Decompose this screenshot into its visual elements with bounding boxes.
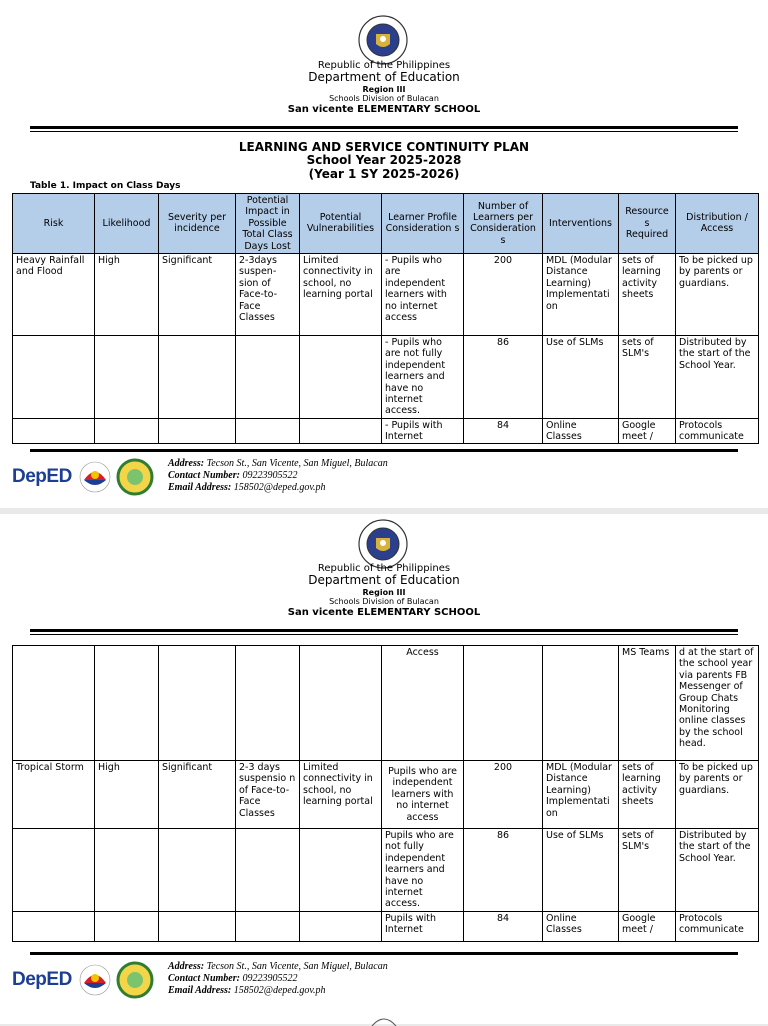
email-value: 158502@deped.gov.ph — [233, 482, 326, 493]
cell: - Pupils with Internet — [382, 418, 464, 444]
cell: MS Teams — [619, 646, 676, 761]
table-row — [13, 829, 759, 912]
header-rule — [30, 126, 738, 129]
contact-value: 09223905522 — [242, 973, 298, 984]
header-rule-thin — [30, 131, 738, 132]
address-label: Address: — [168, 458, 205, 469]
cell — [159, 829, 236, 912]
cell: Access — [382, 646, 464, 761]
col-learner-profile: Learner Profile Consideration s — [382, 194, 464, 254]
school-seal-icon — [116, 458, 154, 496]
bagong-pilipinas-icon — [78, 963, 112, 997]
cell: Use of SLMs — [543, 335, 619, 418]
cell: Google meet / — [619, 418, 676, 444]
cell: Distributed by the start of the School Year. — [676, 829, 759, 912]
deped-logo — [12, 969, 72, 991]
col-vulnerabilities: Potential Vulnerabilities — [300, 194, 382, 254]
table-row — [13, 418, 759, 444]
footer-contact-block — [168, 458, 388, 494]
email-label: Email Address: — [168, 482, 232, 493]
address-value: Tecson St., San Vicente, San Miguel, Bulacan — [206, 458, 388, 469]
cell — [13, 646, 95, 761]
cell — [13, 335, 95, 418]
department-line: Department of Education — [308, 70, 460, 84]
page-1 — [0, 0, 768, 508]
header-rule — [30, 629, 738, 632]
cell — [300, 911, 382, 941]
cell: 84 — [464, 911, 543, 941]
cell: d at the start of the school year via parents FB Messenger of Group Chats Monitoring online classes by the school head. — [676, 646, 759, 761]
deped-logo — [12, 466, 72, 488]
division-line: Schools Division of Bulacan — [329, 597, 439, 606]
cell — [300, 335, 382, 418]
republic-line: Republic of the Philippines — [317, 60, 451, 71]
footer — [12, 458, 752, 498]
table-row — [13, 253, 759, 335]
cell — [13, 829, 95, 912]
col-distribution: Distribution / Access — [676, 194, 759, 254]
table-caption: Table 1. Impact on Class Days — [30, 181, 181, 191]
cell: Limited connectivity in school, no learning portal — [300, 761, 382, 829]
cell — [13, 911, 95, 941]
cell: sets of learning activity sheets — [619, 253, 676, 335]
cell — [236, 829, 300, 912]
table-row — [13, 911, 759, 941]
cell: Pupils who are independent learners with no internet access — [382, 761, 464, 829]
col-likelihood: Likelihood — [95, 194, 159, 254]
cell: To be picked up by parents or guardians. — [676, 253, 759, 335]
cell — [236, 418, 300, 444]
bagong-pilipinas-icon — [78, 460, 112, 494]
republic-line: Republic of the Philippines — [317, 563, 451, 574]
col-number-learners: Number of Learners per Consideration s — [464, 194, 543, 254]
contact-label: Contact Number: — [168, 973, 240, 984]
cell: Heavy Rainfall and Flood — [13, 253, 95, 335]
cell: - Pupils who are independent learners with no internet access — [382, 253, 464, 335]
cell: Tropical Storm — [13, 761, 95, 829]
table-header-row — [13, 194, 759, 254]
cell: - Pupils who are not fully independent learners and have no internet access. — [382, 335, 464, 418]
cell: Significant — [159, 253, 236, 335]
cell — [159, 418, 236, 444]
cell: MDL (Modular Distance Learning) Implementati on — [543, 761, 619, 829]
cell: 200 — [464, 761, 543, 829]
cell: Protocols communicate — [676, 911, 759, 941]
cell: To be picked up by parents or guardians. — [676, 761, 759, 829]
cell: Pupils who are not fully independent learners and have no internet access. — [382, 829, 464, 912]
page-2 — [0, 514, 768, 1024]
col-risk: Risk — [13, 194, 95, 254]
doc-year1: (Year 1 SY 2025-2026) — [308, 167, 460, 181]
contact-value: 09223905522 — [242, 470, 298, 481]
cell: Use of SLMs — [543, 829, 619, 912]
cell — [95, 646, 159, 761]
deped-seal-icon — [357, 14, 409, 66]
cell: 2-3 days suspensio n of Face-to-Face Classes — [236, 761, 300, 829]
cell — [300, 646, 382, 761]
impact-table-page1 — [12, 193, 759, 444]
school-seal-icon — [116, 961, 154, 999]
cell: Limited connectivity in school, no learning portal — [300, 253, 382, 335]
cell: 84 — [464, 418, 543, 444]
division-line: Schools Division of Bulacan — [329, 94, 439, 103]
cell — [236, 911, 300, 941]
footer — [12, 961, 752, 1001]
cell — [236, 646, 300, 761]
cell — [95, 911, 159, 941]
cell — [300, 418, 382, 444]
cell: 86 — [464, 829, 543, 912]
table-row — [13, 646, 759, 761]
next-page-seal-icon — [370, 1016, 398, 1026]
region-line: Region III — [362, 588, 406, 597]
col-resources: Resource s Required — [619, 194, 676, 254]
cell: MDL (Modular Distance Learning) Implementati on — [543, 253, 619, 335]
cell: Google meet / — [619, 911, 676, 941]
cell — [464, 646, 543, 761]
cell: 2-3days suspen- sion of Face-to- Face Classes — [236, 253, 300, 335]
col-severity: Severity per incidence — [159, 194, 236, 254]
cell — [543, 646, 619, 761]
cell: sets of SLM's — [619, 829, 676, 912]
table-row — [13, 335, 759, 418]
cell: Pupils with Internet — [382, 911, 464, 941]
cell — [13, 418, 95, 444]
footer-rule — [30, 952, 738, 955]
deped-logo-text: DepED — [12, 466, 72, 487]
header-rule-thin — [30, 634, 738, 635]
cell: Online Classes — [543, 911, 619, 941]
cell: High — [95, 253, 159, 335]
cell — [95, 335, 159, 418]
cell: Online Classes — [543, 418, 619, 444]
address-value: Tecson St., San Vicente, San Miguel, Bulacan — [206, 961, 388, 972]
cell — [159, 335, 236, 418]
cell — [95, 418, 159, 444]
email-label: Email Address: — [168, 985, 232, 996]
cell — [300, 829, 382, 912]
cell: 86 — [464, 335, 543, 418]
footer-rule — [30, 449, 738, 452]
cell: High — [95, 761, 159, 829]
doc-school-year: School Year 2025-2028 — [306, 153, 462, 167]
cell: sets of learning activity sheets — [619, 761, 676, 829]
region-line: Region III — [362, 85, 406, 94]
cell: Protocols communicate — [676, 418, 759, 444]
email-value: 158502@deped.gov.ph — [233, 985, 326, 996]
footer-contact-block — [168, 961, 388, 997]
col-interventions: Interventions — [543, 194, 619, 254]
col-impact: Potential Impact in Possible Total Class Days Lost — [236, 194, 300, 254]
deped-logo-text: DepED — [12, 969, 72, 990]
cell: sets of SLM's — [619, 335, 676, 418]
cell — [159, 911, 236, 941]
table-row — [13, 761, 759, 829]
cell: Significant — [159, 761, 236, 829]
cell — [95, 829, 159, 912]
cell: Distributed by the start of the School Year. — [676, 335, 759, 418]
impact-table-page2 — [12, 645, 759, 942]
cell — [159, 646, 236, 761]
cell: 200 — [464, 253, 543, 335]
address-label: Address: — [168, 961, 205, 972]
school-name: San vicente ELEMENTARY SCHOOL — [287, 104, 481, 115]
department-line: Department of Education — [308, 573, 460, 587]
contact-label: Contact Number: — [168, 470, 240, 481]
doc-title: LEARNING AND SERVICE CONTINUITY PLAN — [238, 140, 530, 154]
school-name: San vicente ELEMENTARY SCHOOL — [287, 607, 481, 618]
cell — [236, 335, 300, 418]
